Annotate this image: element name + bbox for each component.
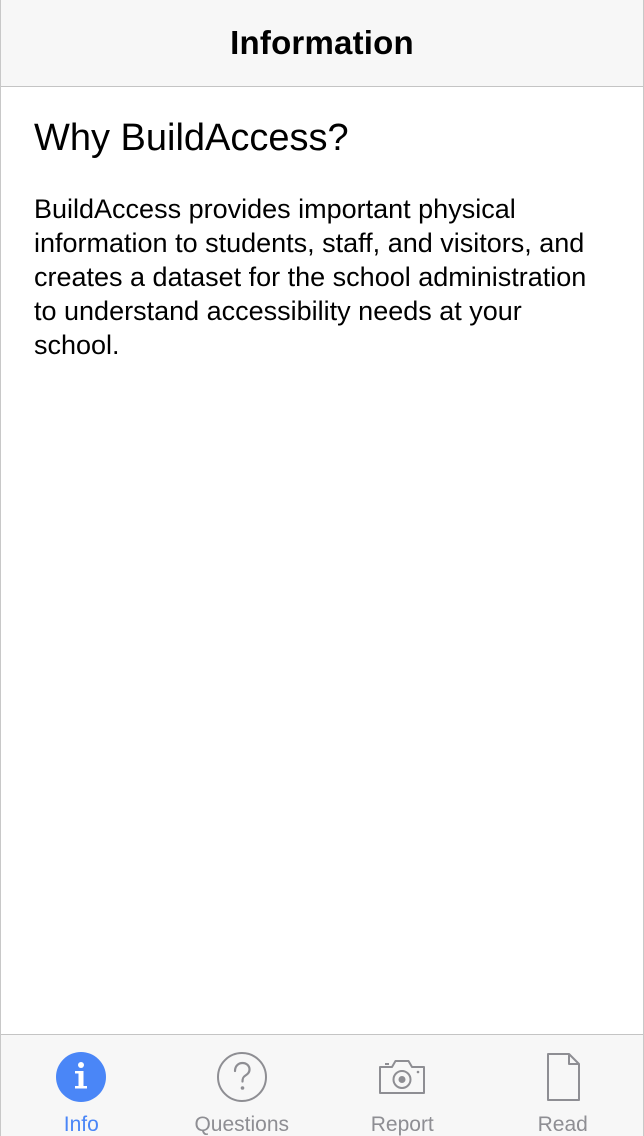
tab-questions[interactable]	[162, 1035, 323, 1136]
tab-read[interactable]	[483, 1035, 644, 1136]
page-heading: Why BuildAccess?	[34, 117, 349, 159]
body-paragraph: BuildAccess provides important physical information to students, staff, and visitors, and creates a dataset for the school administration to understand accessibility needs at your school.	[34, 194, 587, 360]
tab-report-label: Report	[370, 1113, 434, 1136]
tab-info[interactable]	[1, 1035, 162, 1136]
info-icon	[55, 1051, 107, 1103]
navigation-bar	[1, 0, 643, 87]
question-icon	[216, 1051, 268, 1103]
tab-questions-label: Questions	[194, 1113, 290, 1136]
tab-read-label: Read	[537, 1113, 588, 1136]
tab-info-label: Info	[63, 1113, 99, 1136]
nav-title: Information	[230, 24, 414, 61]
camera-icon	[376, 1051, 428, 1103]
tab-bar	[1, 1034, 643, 1136]
main-content	[34, 112, 614, 362]
document-icon	[537, 1051, 589, 1103]
tab-report[interactable]	[322, 1035, 483, 1136]
